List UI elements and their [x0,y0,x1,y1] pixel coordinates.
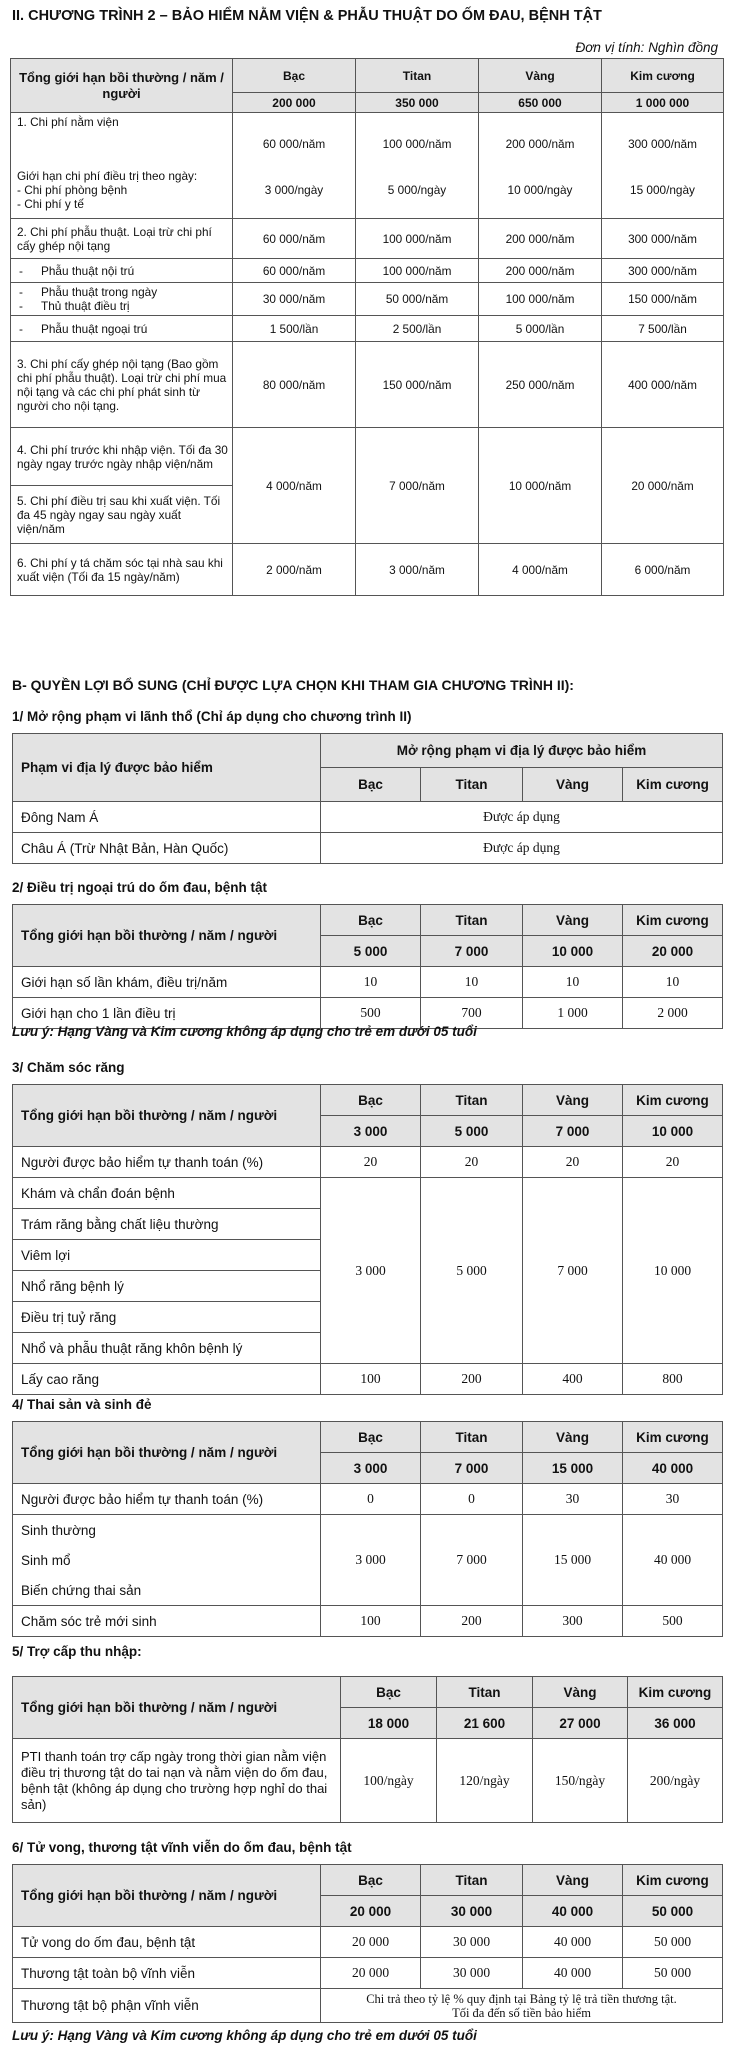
table-cell: 20 000/năm [602,428,724,544]
table-row-label: Khám và chẩn đoán bệnh [13,1178,321,1209]
plan-total: 10 000 [523,936,623,967]
plan-header-titan: Titan [421,1085,523,1116]
table-row-label: Người được bảo hiểm tự thanh toán (%) [13,1484,321,1515]
label-line: - Chi phí y tế [17,197,84,212]
plan-header-silver: Bạc [321,905,421,936]
table-row-label: - Phẫu thuật ngoại trú [11,316,233,342]
table-cell: 7 000/năm [356,428,479,544]
b1-title: 1/ Mở rộng phạm vi lãnh thổ (Chỉ áp dụng cho chương trình II) [12,709,412,724]
table-cell: 300 [523,1606,623,1637]
table-cell: 200 000/năm [479,219,602,259]
plan-header-titan: Titan [421,1865,523,1896]
plan-total: 15 000 [523,1453,623,1484]
plan-total-silver: 200 000 [233,93,356,113]
b3-table [12,1084,723,1395]
plan-header-titan: Titan [421,1422,523,1453]
section-b-title: B- QUYỀN LỢI BỔ SUNG (CHỈ ĐƯỢC LỰA CHỌN KHI THAM GIA CHƯƠNG TRÌNH II): [12,677,574,693]
table-cell: 300 000/năm [602,113,724,163]
table-cell: 400 000/năm [602,342,724,428]
table-cell: 50 000 [623,1958,723,1989]
plan-total-gold: 650 000 [479,93,602,113]
table-cell: 40 000 [523,1958,623,1989]
plan-total: 7 000 [523,1116,623,1147]
table-cell: 100 [321,1364,421,1395]
partial-line-2: Tối đa đến số tiền bảo hiểm [452,2005,591,2020]
plan-total: 20 000 [623,936,723,967]
total-limit-header: Tổng giới hạn bồi thường / năm / người [13,1865,321,1927]
b1-group-label: Mở rộng phạm vi địa lý được bảo hiểm [321,734,723,768]
table-cell: Được áp dụng [321,802,723,833]
table-cell: 4 000/năm [479,544,602,596]
table-cell: 50 000 [623,1927,723,1958]
table-cell: 3 000/năm [356,544,479,596]
table-row-label: - Phẫu thuật nội trú [11,259,233,283]
plan-header-silver: Bạc [233,59,356,93]
table-cell: 20 [623,1147,723,1178]
table-cell: 300 000/năm [602,219,724,259]
b6-note: Lưu ý: Hạng Vàng và Kim cương không áp dụng cho trẻ em dưới 05 tuổi [12,2028,477,2043]
table-cell: 20 [523,1147,623,1178]
table-cell: 200 [421,1606,523,1637]
table-cell: 7 500/lần [602,316,724,342]
table-row-label: 5. Chi phí điều trị sau khi xuất viện. Tối đa 45 ngày ngay sau ngày xuất viện/năm [11,486,233,544]
b5-table [12,1676,723,1823]
table-cell: 20 000 [321,1958,421,1989]
table-row-label: 6. Chi phí y tá chăm sóc tại nhà sau khi xuất viện (Tối đa 15 ngày/năm) [11,544,233,596]
table-cell: 3 000/ngày [233,163,356,219]
plan-total: 27 000 [533,1708,628,1739]
plan-total: 40 000 [523,1896,623,1927]
table-cell: 0 [421,1484,523,1515]
table-row-label: Điều trị tuỷ răng [13,1302,321,1333]
table-cell: 40 000 [623,1515,723,1606]
section-2-title: II. CHƯƠNG TRÌNH 2 – BẢO HIỂM NẰM VIỆN & PHẪU THUẬT DO ỐM ĐAU, BỆNH TẬT [12,8,602,24]
table-cell: 1 500/lần [233,316,356,342]
plan-header-silver: Bạc [321,768,421,802]
plan-header-diamond: Kim cương [623,905,723,936]
table-cell: 10 000/ngày [479,163,602,219]
table-cell: 10 [623,967,723,998]
table-row-label: 2. Chi phí phẫu thuật. Loại trừ chi phí cấy ghép nội tạng [11,219,233,259]
table-row-label: Sinh thường [13,1515,321,1546]
table-cell: 60 000/năm [233,219,356,259]
plan-total: 5 000 [321,936,421,967]
total-limit-header: Tổng giới hạn bồi thường / năm / người [13,905,321,967]
table-cell: 200 000/năm [479,113,602,163]
table-cell: 60 000/năm [233,113,356,163]
plan-header-silver: Bạc [321,1085,421,1116]
plan-header-diamond: Kim cương [623,1085,723,1116]
b1-col-label: Phạm vi địa lý được bảo hiểm [13,734,321,802]
table-cell: 3 000 [321,1178,421,1364]
table-cell: 1 000 [523,998,623,1029]
table-cell: 10 [421,967,523,998]
label-line: - Chi phí phòng bệnh [17,183,128,198]
plan-total-titan: 350 000 [356,93,479,113]
plan-header-gold: Vàng [523,1865,623,1896]
table-cell: Được áp dụng [321,833,723,864]
table-row-label: Tử vong do ốm đau, bệnh tật [13,1927,321,1958]
plan-total: 10 000 [623,1116,723,1147]
table-row-label: PTI thanh toán trợ cấp ngày trong thời gian nằm viện điều trị thương tật do tai nạn và nằm viện do ốm đau, bệnh tật (không áp dụng cho trường hợp nghỉ do thai sản) [13,1739,341,1823]
table-row-label: Nhổ răng bệnh lý [13,1271,321,1302]
table-cell: 5 000 [421,1178,523,1364]
total-limit-header: Tổng giới hạn bồi thường / năm / người [13,1085,321,1147]
plan-total: 40 000 [623,1453,723,1484]
table-cell: 30 [623,1484,723,1515]
table-cell: 500 [623,1606,723,1637]
plan-header-gold: Vàng [533,1677,628,1708]
plan-total: 5 000 [421,1116,523,1147]
plan-header-titan: Titan [421,905,523,936]
table-row-label: Thương tật toàn bộ vĩnh viễn [13,1958,321,1989]
b4-table [12,1421,723,1637]
total-limit-header: Tổng giới hạn bồi thường / năm / người [11,59,233,113]
table-cell: 100 000/năm [356,113,479,163]
table-cell: 6 000/năm [602,544,724,596]
b5-title: 5/ Trợ cấp thu nhập: [12,1644,142,1659]
b2-note: Lưu ý: Hạng Vàng và Kim cương không áp dụng cho trẻ em dưới 05 tuổi [12,1024,477,1039]
table-cell: 300 000/năm [602,259,724,283]
table-row-label: Viêm lợi [13,1240,321,1271]
table-row-label: Thương tật bộ phận vĩnh viễn [13,1989,321,2023]
table-cell: 30 [523,1484,623,1515]
plan-total: 7 000 [421,1453,523,1484]
table-cell: 400 [523,1364,623,1395]
plan-header-silver: Bạc [321,1422,421,1453]
plan-header-titan: Titan [356,59,479,93]
plan-header-diamond: Kim cương [623,1865,723,1896]
plan-header-diamond: Kim cương [623,1422,723,1453]
table-row-label: Châu Á (Trừ Nhật Bản, Hàn Quốc) [13,833,321,864]
table-row-label: Người được bảo hiểm tự thanh toán (%) [13,1147,321,1178]
table-cell: 4 000/năm [233,428,356,544]
table-row-label [11,163,233,219]
plan-header-gold: Vàng [479,59,602,93]
table-cell: 100 000/năm [356,219,479,259]
plan-header-gold: Vàng [523,905,623,936]
table-cell: 2 500/lần [356,316,479,342]
table-row-label: 3. Chi phí cấy ghép nội tạng (Bao gồm chi phí phẫu thuật). Loại trừ chi phí mua nội tạng và các chi phí phát sinh từ người cho nội tạng. [11,342,233,428]
table-cell: 0 [321,1484,421,1515]
total-limit-header: Tổng giới hạn bồi thường / năm / người [13,1677,341,1739]
plan-header-gold: Vàng [523,1085,623,1116]
table-cell: 100 000/năm [356,259,479,283]
table-row-label: - Phẫu thuật trong ngày - Thủ thuật điều trị [11,283,233,316]
table-row-label: 4. Chi phí trước khi nhập viện. Tối đa 30 ngày ngay trước ngày nhập viện/năm [11,428,233,486]
b3-title: 3/ Chăm sóc răng [12,1060,125,1075]
table-cell: 30 000/năm [233,283,356,316]
table-row-label: Sinh mổ [13,1545,321,1575]
table-row-label: Giới hạn số lần khám, điều trị/năm [13,967,321,998]
table-cell: 10 [523,967,623,998]
b2-table [12,904,723,1029]
table-cell: 2 000/năm [233,544,356,596]
table-cell: 7 000 [421,1515,523,1606]
table-cell: 20 000 [321,1927,421,1958]
section-2-table [10,58,724,596]
plan-header-titan: Titan [421,768,523,802]
table-row-label: Đông Nam Á [13,802,321,833]
plan-total: 3 000 [321,1116,421,1147]
table-cell: 150 000/năm [356,342,479,428]
table-cell: 50 000/năm [356,283,479,316]
table-cell: 100 [321,1606,421,1637]
plan-header-silver: Bạc [341,1677,437,1708]
plan-total: 20 000 [321,1896,421,1927]
plan-total-diamond: 1 000 000 [602,93,724,113]
table-cell: 2 000 [623,998,723,1029]
plan-header-diamond: Kim cương [623,768,723,802]
table-row-label: Chăm sóc trẻ mới sinh [13,1606,321,1637]
plan-total: 30 000 [421,1896,523,1927]
table-cell: 30 000 [421,1927,523,1958]
b6-table [12,1864,723,2023]
table-cell: 7 000 [523,1178,623,1364]
plan-header-titan: Titan [437,1677,533,1708]
table-cell: 15 000/ngày [602,163,724,219]
b4-title: 4/ Thai sản và sinh đẻ [12,1397,152,1412]
table-cell: 150 000/năm [602,283,724,316]
table-cell: 250 000/năm [479,342,602,428]
plan-header-gold: Vàng [523,1422,623,1453]
table-row-label: Lấy cao răng [13,1364,321,1395]
table-cell: 20 [321,1147,421,1178]
label-line: Giới hạn chi phí điều trị theo ngày: [17,169,198,184]
total-limit-header: Tổng giới hạn bồi thường / năm / người [13,1422,321,1484]
table-cell: 10 000/năm [479,428,602,544]
table-row-label: Giới hạn cho 1 lần điều trị [13,998,321,1029]
table-cell: 200 [421,1364,523,1395]
table-cell: 500 [321,998,421,1029]
table-cell: 3 000 [321,1515,421,1606]
b1-table [12,733,723,864]
b2-title: 2/ Điều trị ngoại trú do ốm đau, bệnh tật [12,880,268,895]
plan-total: 50 000 [623,1896,723,1927]
table-cell: 60 000/năm [233,259,356,283]
plan-total: 21 600 [437,1708,533,1739]
table-cell: 30 000 [421,1958,523,1989]
table-cell: 800 [623,1364,723,1395]
table-cell: 40 000 [523,1927,623,1958]
plan-header-diamond: Kim cương [628,1677,723,1708]
table-cell: 700 [421,998,523,1029]
table-cell: 5 000/ngày [356,163,479,219]
partial-line-1: Chi trả theo tỷ lệ % quy định tại Bảng tỷ lệ trả tiền thương tật. [366,1991,677,2006]
table-cell: 200 000/năm [479,259,602,283]
table-cell: 100 000/năm [479,283,602,316]
table-cell [321,1989,723,2023]
plan-total: 36 000 [628,1708,723,1739]
table-row-label: Nhổ và phẫu thuật răng khôn bệnh lý [13,1333,321,1364]
plan-header-diamond: Kim cương [602,59,724,93]
table-cell: 80 000/năm [233,342,356,428]
table-cell: 10 000 [623,1178,723,1364]
table-row-label: 1. Chi phí nằm viện [11,113,233,163]
table-cell: 150/ngày [533,1739,628,1823]
table-cell: 120/ngày [437,1739,533,1823]
plan-header-gold: Vàng [523,768,623,802]
plan-header-silver: Bạc [321,1865,421,1896]
table-cell: 200/ngày [628,1739,723,1823]
table-cell: 10 [321,967,421,998]
table-row-label: Biến chứng thai sản [13,1575,321,1606]
table-cell: 5 000/lần [479,316,602,342]
table-cell: 15 000 [523,1515,623,1606]
b6-title: 6/ Tử vong, thương tật vĩnh viễn do ốm đau, bệnh tật [12,1840,352,1855]
unit-label: Đơn vị tính: Nghìn đồng [575,40,718,55]
table-row-label: Trám răng bằng chất liệu thường [13,1209,321,1240]
plan-total: 7 000 [421,936,523,967]
table-cell: 20 [421,1147,523,1178]
plan-total: 18 000 [341,1708,437,1739]
plan-total: 3 000 [321,1453,421,1484]
table-cell: 100/ngày [341,1739,437,1823]
